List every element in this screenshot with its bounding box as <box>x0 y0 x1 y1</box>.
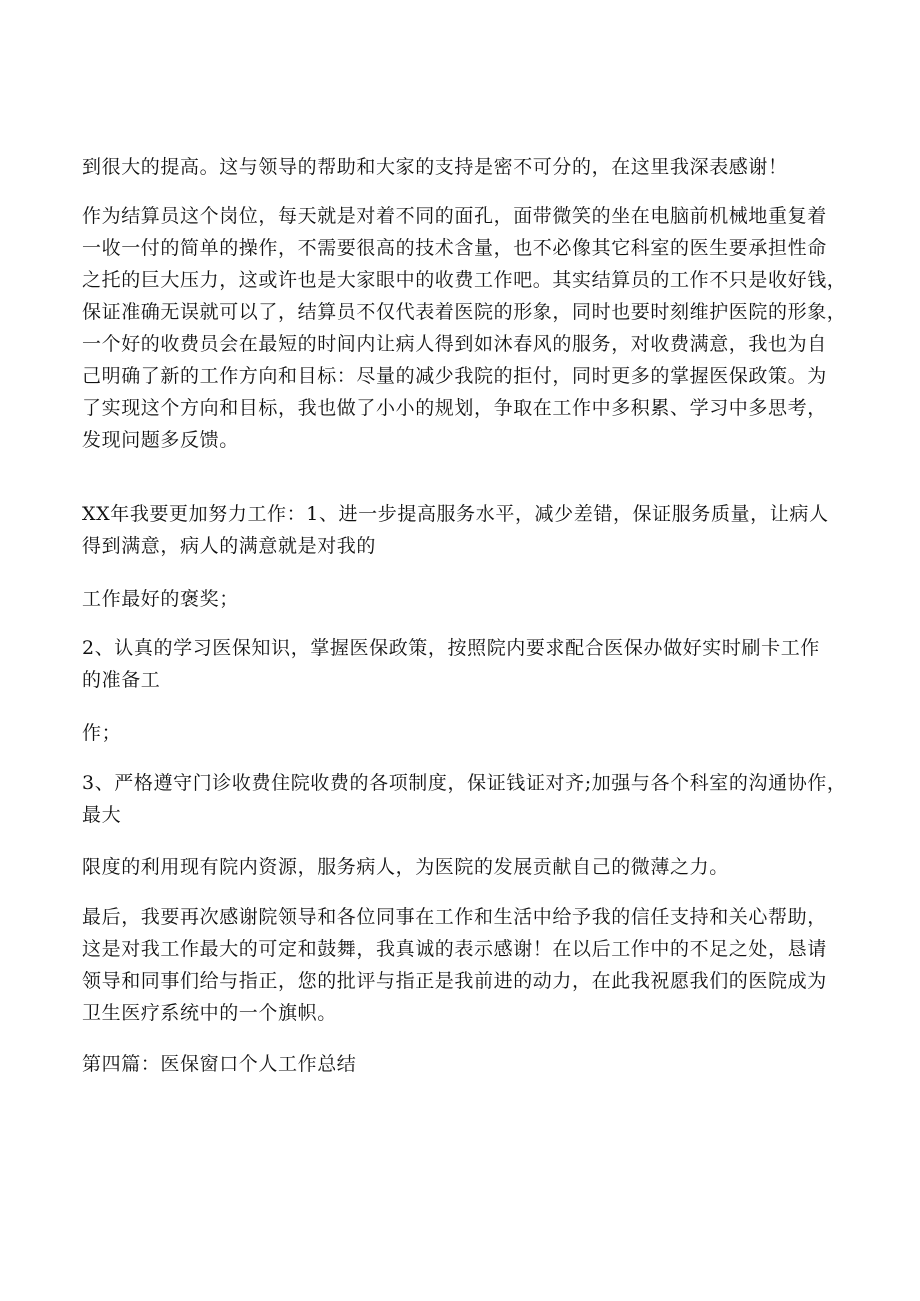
text-line: 一收一付的简单的操作，不需要很高的技术含量，也不必像其它科室的医生要承担性命 <box>82 237 827 259</box>
text-line: 领导和同事们给与指正，您的批评与指正是我前进的动力，在此我祝愿我们的医院成为 <box>82 970 827 992</box>
section-heading: 第四篇：医保窗口个人工作总结 <box>82 1053 357 1075</box>
text-line: XX年我要更加努力工作：1、进一步提高服务水平，减少差错，保证服务质量，让病人 <box>82 503 829 525</box>
text-line: 卫生医疗系统中的一个旗帜。 <box>82 1002 337 1024</box>
text-line: 最后，我要再次感谢院领导和各位同事在工作和生活中给予我的信任支持和关心帮助， <box>82 906 827 928</box>
text-line: 得到满意，病人的满意就是对我的 <box>82 535 377 557</box>
text-line: 保证准确无误就可以了，结算员不仅代表着医院的形象，同时也要时刻维护医院的形象， <box>82 301 847 323</box>
text-line: 了实现这个方向和目标，我也做了小小的规划，争取在工作中多积累、学习中多思考， <box>82 397 827 419</box>
text-line: 到很大的提高。这与领导的帮助和大家的支持是密不可分的，在这里我深表感谢！ <box>82 156 788 178</box>
text-line: 这是对我工作最大的可定和鼓舞，我真诚的表示感谢！在以后工作中的不足之处，恳请 <box>82 938 827 960</box>
text-line: 一个好的收费员会在最短的时间内让病人得到如沐春风的服务，对收费满意，我也为自 <box>82 333 827 355</box>
text-line: 限度的利用现有院内资源，服务病人，为医院的发展贡献自己的微薄之力。 <box>82 856 729 878</box>
text-line: 己明确了新的工作方向和目标：尽量的减少我院的拒付，同时更多的掌握医保政策。为 <box>82 365 827 387</box>
text-line: 工作最好的褒奖； <box>82 588 239 610</box>
text-line: 作为结算员这个岗位，每天就是对着不同的面孔，面带微笑的坐在电脑前机械地重复着 <box>82 205 827 227</box>
text-line: 作； <box>82 722 122 744</box>
text-line: 的准备工 <box>82 669 161 691</box>
text-line: 之托的巨大压力，这或许也是大家眼中的收费工作吧。其实结算员的工作不只是收好钱， <box>82 269 847 291</box>
text-line: 3、严格遵守门诊收费住院收费的各项制度，保证钱证对齐;加强与各个科室的沟通协作， <box>82 772 847 794</box>
text-line: 最大 <box>82 804 122 826</box>
text-line: 2、认真的学习医保知识，掌握医保政策，按照院内要求配合医保办做好实时刷卡工作 <box>82 637 820 659</box>
text-line: 发现问题多反馈。 <box>82 429 239 451</box>
